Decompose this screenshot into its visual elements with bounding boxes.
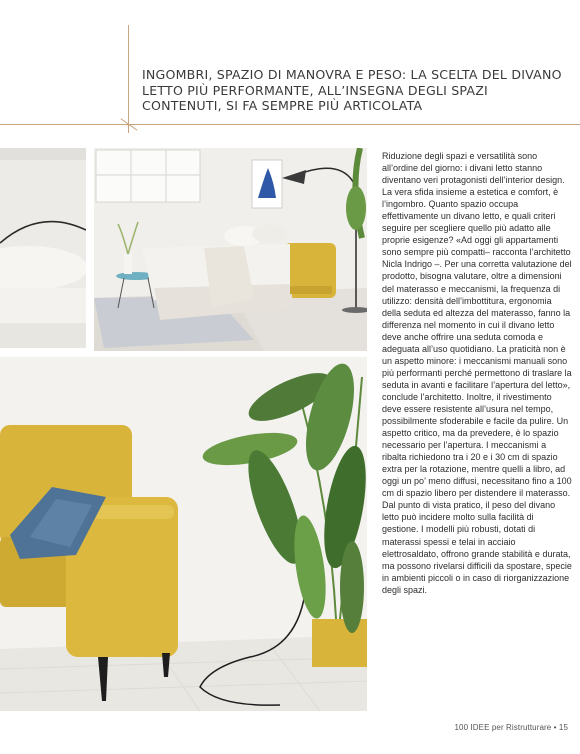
- main-sofa-photo: [0, 357, 367, 711]
- top-left-photo: [0, 148, 86, 348]
- room-photo: [94, 148, 367, 351]
- article-body: Riduzione degli spazi e versatilità sono all’ordine del giorno: i divani letto stanno diventano veri protagonisti dell’interior design. La vera sfida insieme a estetica e comfort, è l’ingombro. Quanto spazio occupa effettivamente un divano letto, e quali criteri seguire per scegliere quello più adatto alle proprie esigenze? «Ad oggi gli appartamenti sono sempre più compatti– racconta l’architetto Nicla Indrigo –. Per una corretta valutazione del prodotto, bisogna valutare, oltre a dimensioni del materasso e meccanismi, la frequenza di utilizzo: densità dell’imbottitura, ergonomia della seduta ed altezza del materasso, fanno la differenza nel momento in cui il divano letto deve anche offrire una seduta comoda e adeguata all’uso quotidiano. La praticità non è un aspetto minore: i meccanismi manuali sono più performanti perché permettono di traslare la seduta in avanti e facilitare l’apertura del letto», conclude l’architetto. Inoltre, il rivestimento deve essere resistente all’usura nel tempo, possibilmente sfoderabile e facile da pulire. Un aspetto critico, ma da prevedere, è lo spazio necessario per l’apertura. I meccanismi a ribalta richiedono tra i 20 e i 30 cm di spazio extra per la rotazione, mentre quelli a libro, ad oggi un po’ meno diffusi, necessitano fino a 100 cm di spazio libero per distendere il materasso. Dal punto di vista pratico, il peso del divano letto può incidere molto sulla facilità di gestione. I modelli più robusti, dotati di materassi spessi e telai in acciaio elettrosaldato, offrono grande stabilità e durata, ma possono rivelarsi difficili da spostare, specie in ambienti piccoli o in caso di riorganizzazione degli spazi.: [382, 151, 572, 595]
- accent-vertical-line: [128, 25, 129, 133]
- accent-horizontal-line: [0, 124, 580, 125]
- article-headline: INGOMBRI, SPAZIO DI MANOVRA E PESO: LA SCELTA DEL DIVANO LETTO PIÙ PERFORMANTE, ALL’INSEGNA DEGLI SPAZI CONTENUTI, SI FA SEMPRE PIÙ ARTICOLATA: [142, 67, 562, 114]
- page-footer: 100 IDEE per Ristrutturare • 15: [454, 723, 568, 732]
